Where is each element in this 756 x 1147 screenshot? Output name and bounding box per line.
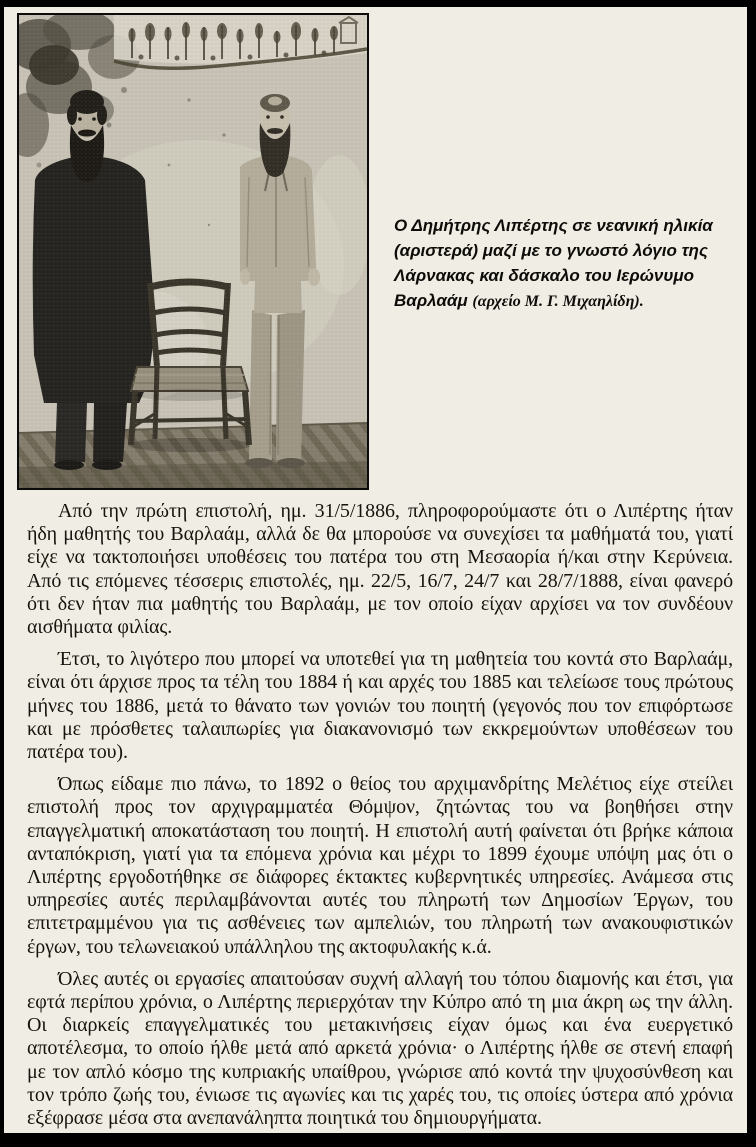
body-paragraph: Έτσι, το λιγότερο που μπορεί να υποτεθεί για τη μαθητεία του κοντά στο Βαρλαάμ, είναι ότι άρχισε προς τα τέλη του 1884 ή και αρχές του 1885 και τελείωσε τους πρώτους μήνες του 1886, μετά το θάνατο των γονιών του ποιητή (γεγονός που τον επιφόρτωσε και με πρόσθετες ταλαιπωρίες για διακανονισμό των εκκρεμούντων υποθέσεων του πατέρα του). (27, 648, 733, 764)
body-paragraph: Από την πρώτη επιστολή, ημ. 31/5/1886, πληροφορούμαστε ότι ο Λιπέρτης ήταν ήδη μαθητής του Βαρλαάμ, αλλά δε θα μπορούσε να συνεχίσει τα μαθήματά του, γιατί είχε να τακτοποιήσει υποθέσεις του πατέρα του στη Μεσαορία ή/και στην Κερύνεια. Από τις επόμενες τέσσερις επιστολές, ημ. 22/5, 16/7, 24/7 και 28/7/1888, είναι φανερό ότι δεν ήταν πια μαθητής του Βαρλαάμ, με τον οποίο είχαν αρχίσει να τον συνδέουν αισθήματα φιλίας. (27, 500, 733, 639)
body-paragraph: Όλες αυτές οι εργασίες απαιτούσαν συχνή αλλαγή του τόπου διαμονής και έτσι, για εφτά περίπου χρόνια, ο Λιπέρτης περιερχόταν την Κύπρο από τη μια άκρη ως την άλλη. Οι διαρκείς επαγγελματικές του μετακινήσεις είχαν όμως και ένα ευεργετικό αποτέλεσμα, το οποίο ήλθε μετά από αρκετά χρόνια· ο Λιπέρτης ήλθε σε στενή επαφή με τον απλό κόσμο της κυπριακής υπαίθρου, γνώρισε από κοντά την ψυχοσύνθεση και τον τρόπο ζωής του, ένιωσε τις αγωνίες και τις χαρές του, τις οποίες ύστερα από χρόνια εξέφρασε μέσα στα ανεπανάληπτα ποιητικά του δημιουργήματα. (27, 967, 733, 1130)
caption-text: Ο Δημήτρης Λιπέρτης σε νεανική ηλικία (αριστερά) μαζί με το γνωστό λόγιο της Λάρνακας και δάσκαλο του Ιερώνυμο Βαρλαάμ (394, 216, 713, 310)
photo-figure (17, 13, 369, 490)
body-paragraph: Όπως είδαμε πιο πάνω, το 1892 ο θείος του αρχιμανδρίτης Μελέτιος είχε στείλει επιστολή προς τον αρχιγραμματέα Θόμψον, ζητώντας του να βοηθήσει στην επαγγελματική αποκατάσταση του ποιητή. Η επιστολή αυτή φαίνεται ότι βρήκε κάποια ανταπόκριση, γιατί για τα επόμενα χρόνια και μέχρι το 1899 έχουμε υπόψη μας ότι ο Λιπέρτης εργοδοτήθηκε σε διάφορες έκτακτες κυβερνητικές υπηρεσίες. Ανάμεσα στις υπηρεσίες αυτές περιλαμβάνονται αυτές του πληρωτή των Δημοσίων Έργων, του επιτετραμμένου για τις ασθένειες των αμπελιών, του πληρωτή των ανακουφιστικών έργων, του τελωνειακού υπάλληλου της ακτοφυλακής κ.ά. (27, 773, 733, 958)
historical-photo (19, 15, 367, 488)
body-text (27, 500, 733, 1130)
photo-caption (394, 213, 748, 314)
caption-credit: (αρχείο Μ. Γ. Μιχαηλίδη). (472, 293, 644, 310)
